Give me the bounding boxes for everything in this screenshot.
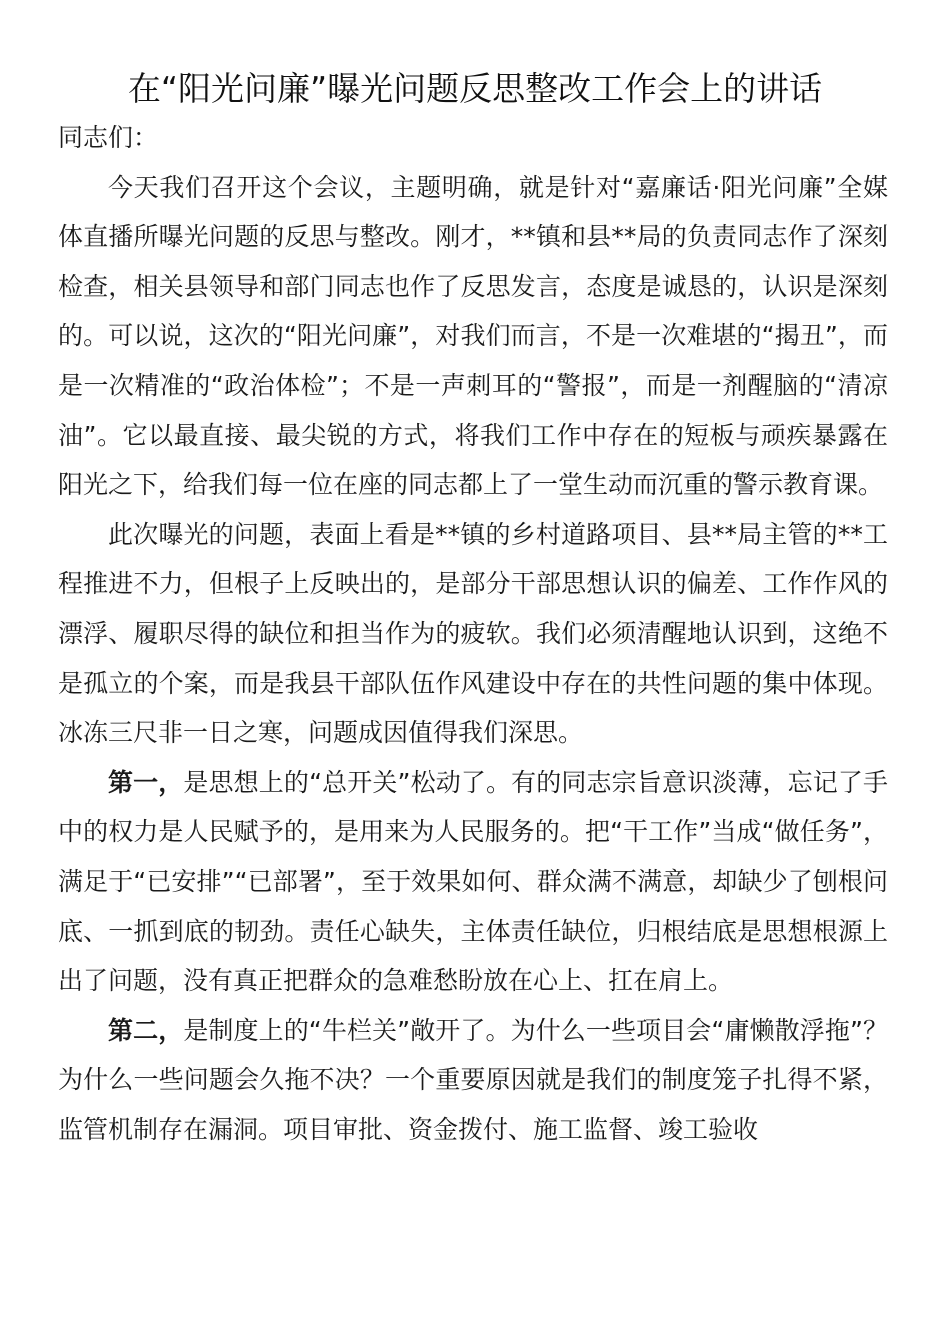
salutation: 同志们： — [58, 123, 159, 152]
paragraph-text: 今天我们召开这个会议，主题明确，就是针对“嘉廉话·阳光问廉”全媒体直播所曝光问题的反思与整改。刚才，**镇和县**局的负责同志作了深刻检查，相关县领导和部门同志也作了反思发言，态度是诚恳的，认识是深刻的。可以说，这次的“阳光问廉”，对我们而言，不是一次难堪的“揭丑”，而是一次精准的“政治体检”；不是一声刺耳的“警报”，而是一剂醒脑的“清凉油”。它以最直接、最尖锐的方式，将我们工作中存在的短板与顽疾暴露在阳光之下，给我们每一位在座的同志都上了一堂生动而沉重的警示教育课。 — [58, 172, 888, 500]
paragraph-point-two — [58, 1006, 888, 1155]
paragraph-lead: 第一， — [108, 767, 184, 797]
paragraph-analysis — [58, 510, 888, 758]
paragraph-text: 此次曝光的问题，表面上看是**镇的乡村道路项目、县**局主管的**工程推进不力，但根子上反映出的，是部分干部思想认识的偏差、工作作风的漂浮、履职尽得的缺位和担当作为的疲软。我们必须清醒地认识到，这绝不是孤立的个案，而是我县干部队伍作风建设中存在的共性问题的集中体现。冰冻三尺非一日之寒，问题成因值得我们深思。 — [58, 519, 888, 748]
speech-body — [58, 113, 888, 1154]
paragraph-point-one — [58, 758, 888, 1006]
paragraph-lead: 第二， — [108, 1015, 184, 1045]
paragraph-opening — [58, 163, 888, 510]
document-title: 在“阳光问廉”曝光问题反思整改工作会上的讲话 — [127, 69, 823, 108]
paragraph-text: 是制度上的“牛栏关”敞开了。为什么一些项目会“庸懒散浮拖”？为什么一些问题会久拖不决？一个重要原因就是我们的制度笼子扎得不紧，监管机制存在漏洞。项目审批、资金拨付、施工监督、竣工验收 — [58, 1015, 888, 1144]
paragraph-text: 是思想上的“总开关”松动了。有的同志宗旨意识淡薄，忘记了手中的权力是人民赋予的，是用来为人民服务的。把“干工作”当成“做任务”，满足于“已安排”“已部署”，至于效果如何、群众满不满意，却缺少了刨根问底、一抓到底的韧劲。责任心缺失，主体责任缺位，归根结底是思想根源上出了问题，没有真正把群众的急难愁盼放在心上、扛在肩上。 — [58, 767, 888, 996]
